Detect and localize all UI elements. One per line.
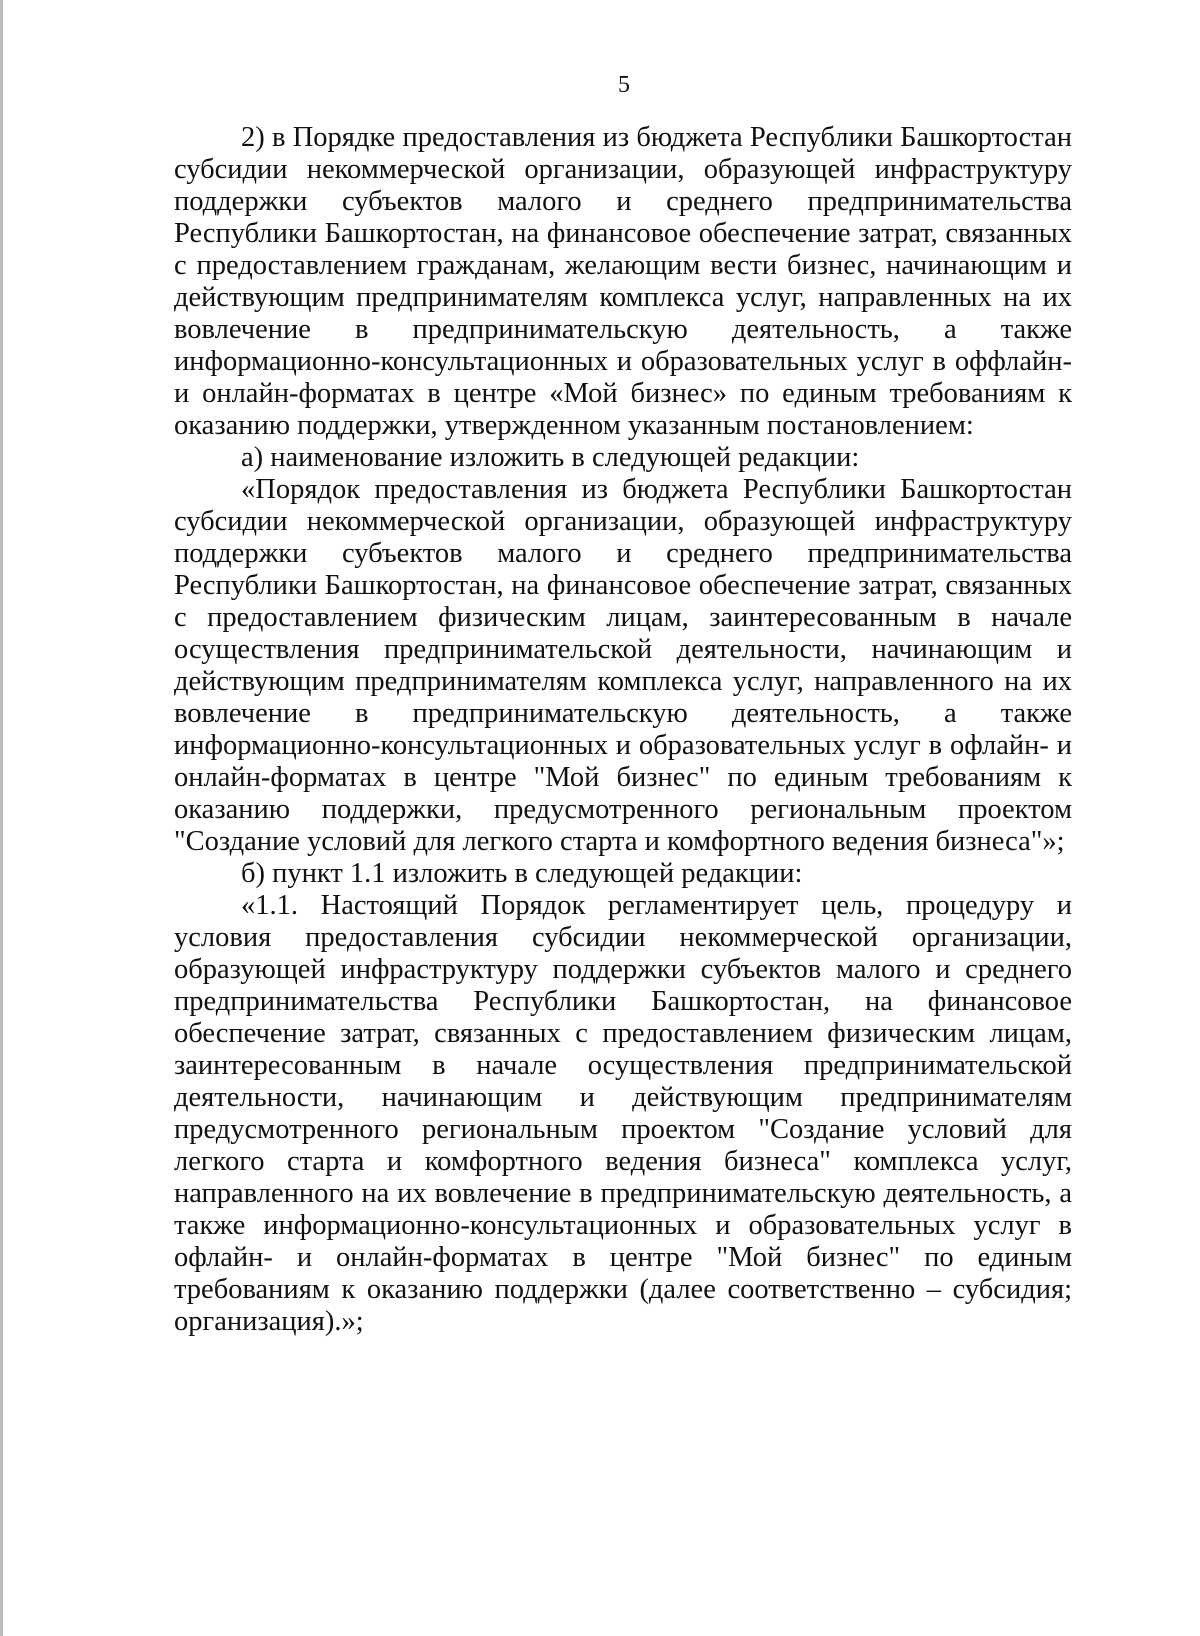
document-body bbox=[174, 122, 1072, 1338]
scan-edge bbox=[0, 0, 3, 1636]
paragraph-subitem-a: а) наименование изложить в следующей редакции: bbox=[241, 442, 860, 473]
paragraph-quoted-clause-1-1: «1.1. Настоящий Порядок регламентирует цель, процедуру и условия предоставления субсидии некоммерческой организации, образующей инфраструктуру поддержки субъектов малого и среднего предпринимательства Республики Башкортостан, на финансовое обеспечение затрат, связанных с предоставлением физическим лицам, заинтересованным в начале осуществления предпринимательской деятельности, начинающим и действующим предпринимателям предусмотренного региональным проектом "Создание условий для легкого старта и комфортного ведения бизнеса" комплекса услуг, направленного на их вовлечение в предпринимательскую деятельность, а также информационно-консультационных и образовательных услуг в офлайн- и онлайн-форматах в центре "Мой бизнес" по единым требованиям к оказанию поддержки (далее соответственно – субсидия; организация).»; bbox=[174, 890, 1072, 1337]
paragraph-subitem-b: б) пункт 1.1 изложить в следующей редакции: bbox=[241, 858, 803, 889]
paragraph-item-2: 2) в Порядке предоставления из бюджета Республики Башкортостан субсидии некоммерческой организации, образующей инфраструктуру поддержки субъектов малого и среднего предпринимательства Республики Башкортостан, на финансовое обеспечение затрат, связанных с предоставлением гражданам, желающим вести бизнес, начинающим и действующим предпринимателям комплекса услуг, направленных на их вовлечение в предпринимательскую деятельность, а также информационно-консультационных и образовательных услуг в оффлайн- и онлайн-форматах в центре «Мой бизнес» по единым требованиям к оказанию поддержки, утвержденном указанным постановлением: bbox=[174, 122, 1072, 441]
paragraph-quoted-title: «Порядок предоставления из бюджета Республики Башкортостан субсидии некоммерческой организации, образующей инфраструктуру поддержки субъектов малого и среднего предпринимательства Республики Башкортостан, на финансовое обеспечение затрат, связанных с предоставлением физическим лицам, заинтересованным в начале осуществления предпринимательской деятельности, начинающим и действующим предпринимателям комплекса услуг, направленного на их вовлечение в предпринимательскую деятельность, а также информационно-консультационных и образовательных услуг в офлайн- и онлайн-форматах в центре "Мой бизнес" по единым требованиям к оказанию поддержки, предусмотренного региональным проектом "Создание условий для легкого старта и комфортного ведения бизнеса"»; bbox=[174, 474, 1072, 857]
page-number: 5 bbox=[618, 72, 630, 98]
